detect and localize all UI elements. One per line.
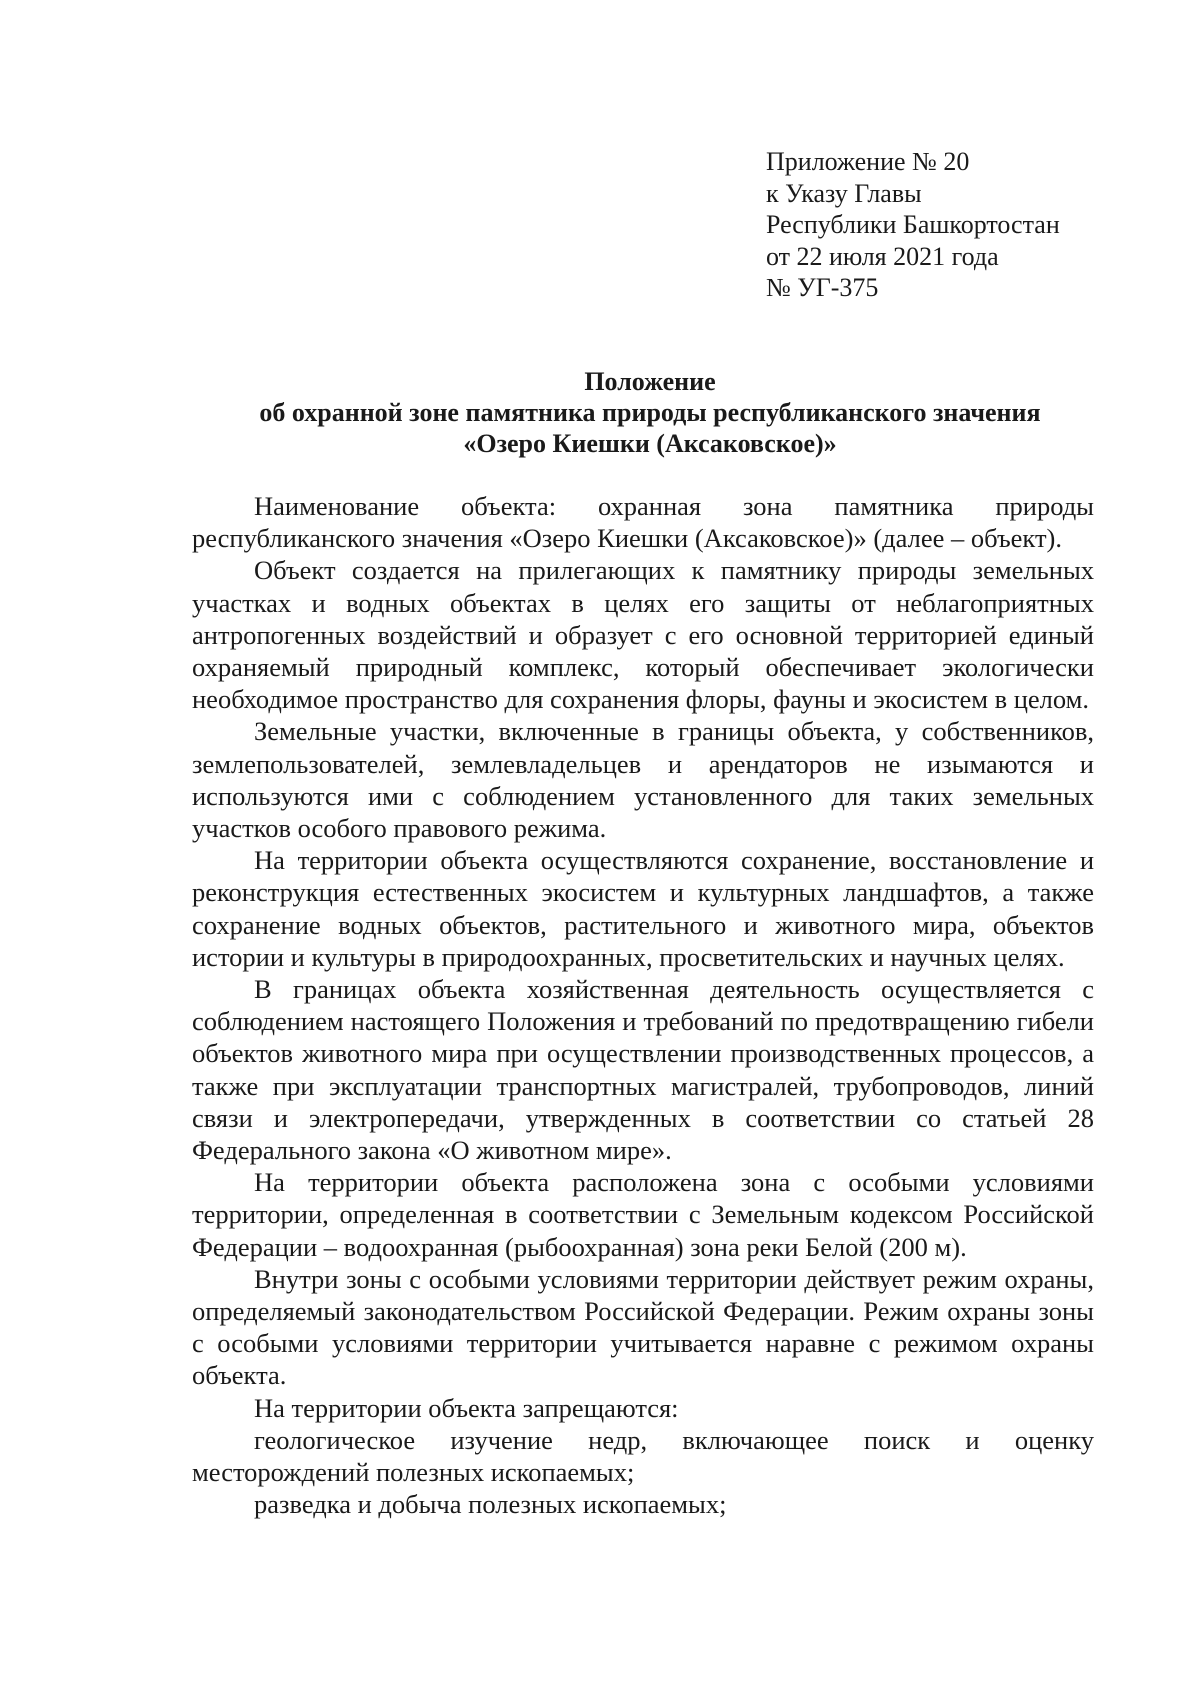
appendix-line: Приложение № 20 — [766, 147, 970, 176]
paragraph-conservation: На территории объекта осуществляются сохранение, восстановление и реконструкция естественных экосистем и культурных ландшафтов, а также сохранение водных объектов, растительного и животного мира, объектов истории и культуры в природоохранных, просветительских и научных целях. — [192, 845, 1094, 972]
paragraph-prohibitions-intro: На территории объекта запрещаются: — [254, 1392, 679, 1423]
appendix-block — [766, 146, 1060, 304]
title-heading: Положение — [584, 367, 716, 396]
paragraph-special-zone: На территории объекта расположена зона с особыми условиями территории, определенная в соответствии с Земельным кодексом Российской Федерации – водоохранная (рыбоохранная) зона реки Белой (200 м). — [192, 1167, 1094, 1262]
appendix-line: Республики Башкортостан — [766, 210, 1060, 239]
paragraph-land-plots: Земельные участки, включенные в границы объекта, у собственников, землепользователей, землевладельцев и арендаторов не изымаются и используются ими с соблюдением установленного для таких земельных участков особого правового режима. — [192, 716, 1094, 844]
appendix-line: к Указу Главы — [766, 178, 922, 208]
appendix-line: от 22 июля 2021 года — [766, 241, 999, 271]
appendix-line: № УГ-375 — [766, 273, 879, 302]
paragraph-zone-regime: Внутри зоны с особыми условиями территории действует режим охраны, определяемый законодательством Российской Федерации. Режим охраны зоны с особыми условиями территории учитывается наравне с режимом охраны объекта. — [192, 1263, 1094, 1391]
title-object-name: «Озеро Киешки (Аксаковское)» — [463, 429, 837, 458]
title-subheading: об охранной зоне памятника природы республиканского значения — [259, 398, 1041, 427]
paragraph-economic-activity: В границах объекта хозяйственная деятельность осуществляется с соблюдением настоящего Положения и требований по предотвращению гибели объектов животного мира при осуществлении производственных процессов, а также при эксплуатации транспортных магистралей, трубопроводов, линий связи и электропередачи, утвержденных в соответствии со статьей 28 Федерального закона «О животном мире». — [192, 974, 1094, 1166]
paragraph-prohibition-item: разведка и добыча полезных ископаемых; — [254, 1489, 727, 1520]
document-body — [192, 490, 1094, 1521]
paragraph-purpose: Объект создается на прилегающих к памятнику природы земельных участках и водных объектах в целях его защиты от неблагоприятных антропогенных воздействий и образует с его основной территорией единый охраняемый природный комплекс, который обеспечивает экологически необходимое пространство для сохранения флоры, фауны и экосистем в целом. — [192, 555, 1094, 715]
paragraph-prohibition-item: геологическое изучение недр, включающее поиск и оценку месторождений полезных ископаемых; — [192, 1424, 1094, 1488]
document-title — [0, 366, 1200, 459]
paragraph-object-name: Наименование объекта: охранная зона памятника природы республиканского значения «Озеро Киешки (Аксаковское)» (далее – объект). — [192, 491, 1094, 554]
